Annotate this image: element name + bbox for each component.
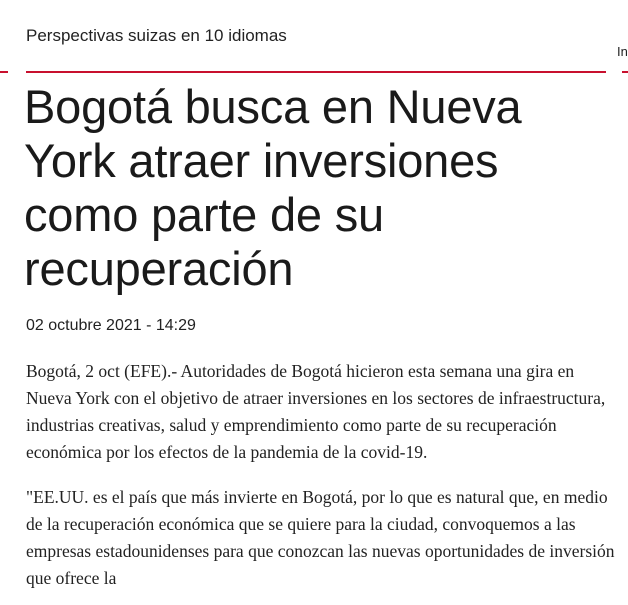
header-divider-right bbox=[622, 71, 628, 73]
site-header bbox=[0, 0, 628, 72]
article-paragraph-2: "EE.UU. es el país que más invierte en Bogotá, por lo que es natural que, en medio de la recuperación económica que se quiere para la ciudad, convoquemos a las empresas estadounidenses para que conozcan las nuevas oportunidades de inversión que ofrece la bbox=[26, 487, 615, 588]
language-link[interactable]: In bbox=[617, 44, 628, 59]
article-body bbox=[26, 358, 616, 605]
header-divider-left bbox=[0, 71, 8, 73]
site-tagline-link[interactable]: Perspectivas suizas en 10 idiomas bbox=[26, 26, 287, 45]
header-divider bbox=[26, 71, 606, 73]
article-date: 02 octubre 2021 - 14:29 bbox=[26, 317, 196, 334]
article-paragraph-1: Bogotá, 2 oct (EFE).- Autoridades de Bogotá hicieron esta semana una gira en Nueva York con el objetivo de atraer inversiones en los sectores de infraestructura, industrias creativas, salud y emprendimiento como parte de su recuperación económica por los efectos de la pandemia de la covid-19. bbox=[26, 361, 606, 462]
article-title: Bogotá busca en Nueva York atraer inversiones como parte de su recuperación bbox=[24, 80, 522, 295]
